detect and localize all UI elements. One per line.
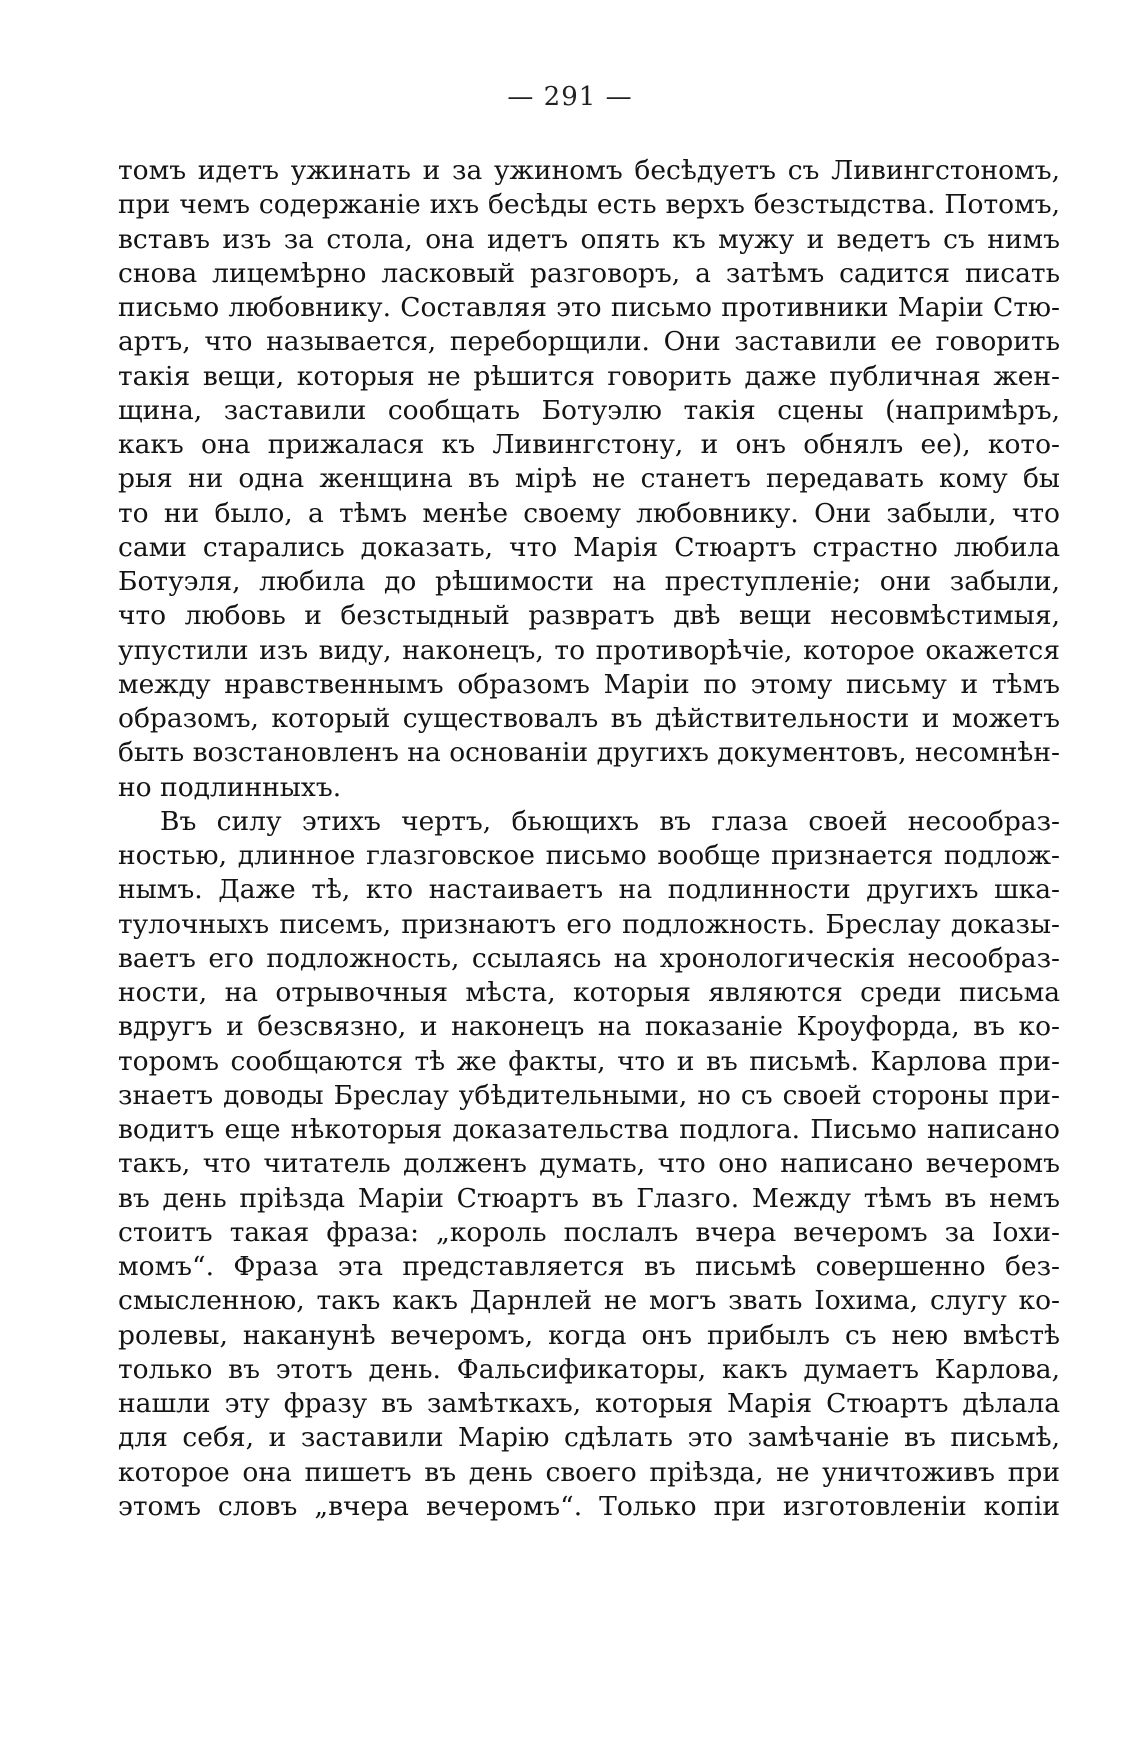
text-line: стоитъ такая фраза: „король послалъ вчера вечеромъ за Іохи- — [118, 1216, 1060, 1248]
text-line: въ день пріѣзда Маріи Стюартъ въ Глазго. Между тѣмъ въ немъ — [118, 1182, 1060, 1214]
text-line: что любовь и безстыдный развратъ двѣ вещи несовмѣстимыя, — [118, 600, 1060, 632]
text-line: такъ, что читатель долженъ думать, что оно написано вечеромъ — [118, 1148, 1060, 1180]
text-line: нымъ. Даже тѣ, кто настаиваетъ на подлинности другихъ шка- — [118, 874, 1060, 906]
text-line: артъ, что называется, переборщили. Они заставили ее говорить — [118, 326, 1060, 358]
text-line: щина, заставили сообщать Ботуэлю такія сцены (напримѣръ, — [118, 394, 1060, 426]
text-line: томъ идетъ ужинать и за ужиномъ бесѣдуетъ съ Ливингстономъ, — [118, 155, 1060, 186]
text-line: письмо любовнику. Составляя это письмо противники Маріи Стю- — [118, 292, 1060, 323]
text-line: только въ этотъ день. Фальсификаторы, какъ думаетъ Карлова, — [118, 1353, 1060, 1385]
text-line: быть возстановленъ на основаніи другихъ документовъ, несомнѣн- — [118, 737, 1060, 769]
text-line: вставъ изъ за стола, она идетъ опять къ мужу и ведетъ съ нимъ — [118, 223, 1060, 255]
text-line: вдругъ и безсвязно, и наконецъ на показаніе Кроуфорда, въ ко- — [118, 1011, 1060, 1043]
text-line: этомъ словъ „вчера вечеромъ“. Только при изготовленіи копіи — [118, 1490, 1060, 1522]
text-line: сами старались доказать, что Марія Стюартъ страстно любила — [118, 531, 1060, 563]
text-line: водитъ еще нѣкоторыя доказательства подлога. Письмо написано — [118, 1114, 1060, 1145]
text-line: какъ она прижалася къ Ливингстону, и онъ обнялъ ее), кото- — [118, 429, 1060, 460]
text-line: образомъ, который существовалъ въ дѣйствительности и можетъ — [118, 703, 1060, 734]
text-line: ваетъ его подложность, ссылаясь на хронологическія несообраз- — [118, 942, 1060, 974]
text-line: снова лицемѣрно ласковый разговоръ, а затѣмъ садится писать — [118, 257, 1060, 289]
text-line: знаетъ доводы Бреслау убѣдительными, но съ своей стороны при- — [118, 1079, 1060, 1111]
text-line: смысленною, такъ какъ Дарнлей не могъ звать Іохима, слугу ко- — [118, 1285, 1060, 1317]
text-line: Ботуэля, любила до рѣшимости на преступленіе; они забыли, — [118, 566, 1060, 597]
text-line: упустили изъ виду, наконецъ, то противорѣчіе, которое окажется — [118, 634, 1060, 666]
text-line: такія вещи, которыя не рѣшится говорить даже публичная жен- — [118, 360, 1060, 392]
text-line: тулочныхъ писемъ, признаютъ его подложность. Бреслау доказы- — [118, 908, 1060, 940]
text-line: торомъ сообщаются тѣ же факты, что и въ письмѣ. Карлова при- — [118, 1045, 1060, 1077]
text-line: при чемъ содержаніе ихъ бесѣды есть верхъ безстыдства. Потомъ, — [118, 189, 1060, 221]
text-line: рыя ни одна женщина въ мірѣ не станетъ передавать кому бы — [118, 463, 1060, 495]
body-text — [118, 154, 1060, 1524]
text-line: которое она пишетъ въ день своего пріѣзда, не уничтоживъ при — [118, 1456, 1060, 1488]
text-line: между нравственнымъ образомъ Маріи по этому письму и тѣмъ — [118, 668, 1060, 700]
page-number: — 291 — — [507, 82, 633, 112]
text-line: ролевы, наканунѣ вечеромъ, когда онъ прибылъ съ нею вмѣстѣ — [118, 1319, 1060, 1351]
text-line: ности, на отрывочныя мѣста, которыя являются среди письма — [118, 977, 1060, 1008]
text-line: момъ“. Фраза эта представляется въ письмѣ совершенно без- — [118, 1251, 1060, 1282]
text-line: то ни было, а тѣмъ менѣе своему любовнику. Они забыли, что — [118, 497, 1060, 529]
text-line-paragraph-start: Въ силу этихъ чертъ, бьющихъ въ глаза своей несообраз- — [160, 805, 1060, 837]
text-line-paragraph-end: но подлинныхъ. — [118, 771, 342, 803]
text-line: ностью, длинное глазговское письмо вообще признается подлож- — [118, 840, 1060, 871]
text-line: для себя, и заставили Марію сдѣлать это замѣчаніе въ письмѣ, — [118, 1422, 1060, 1454]
text-line: нашли эту фразу въ замѣткахъ, которыя Марія Стюартъ дѣлала — [118, 1388, 1060, 1419]
